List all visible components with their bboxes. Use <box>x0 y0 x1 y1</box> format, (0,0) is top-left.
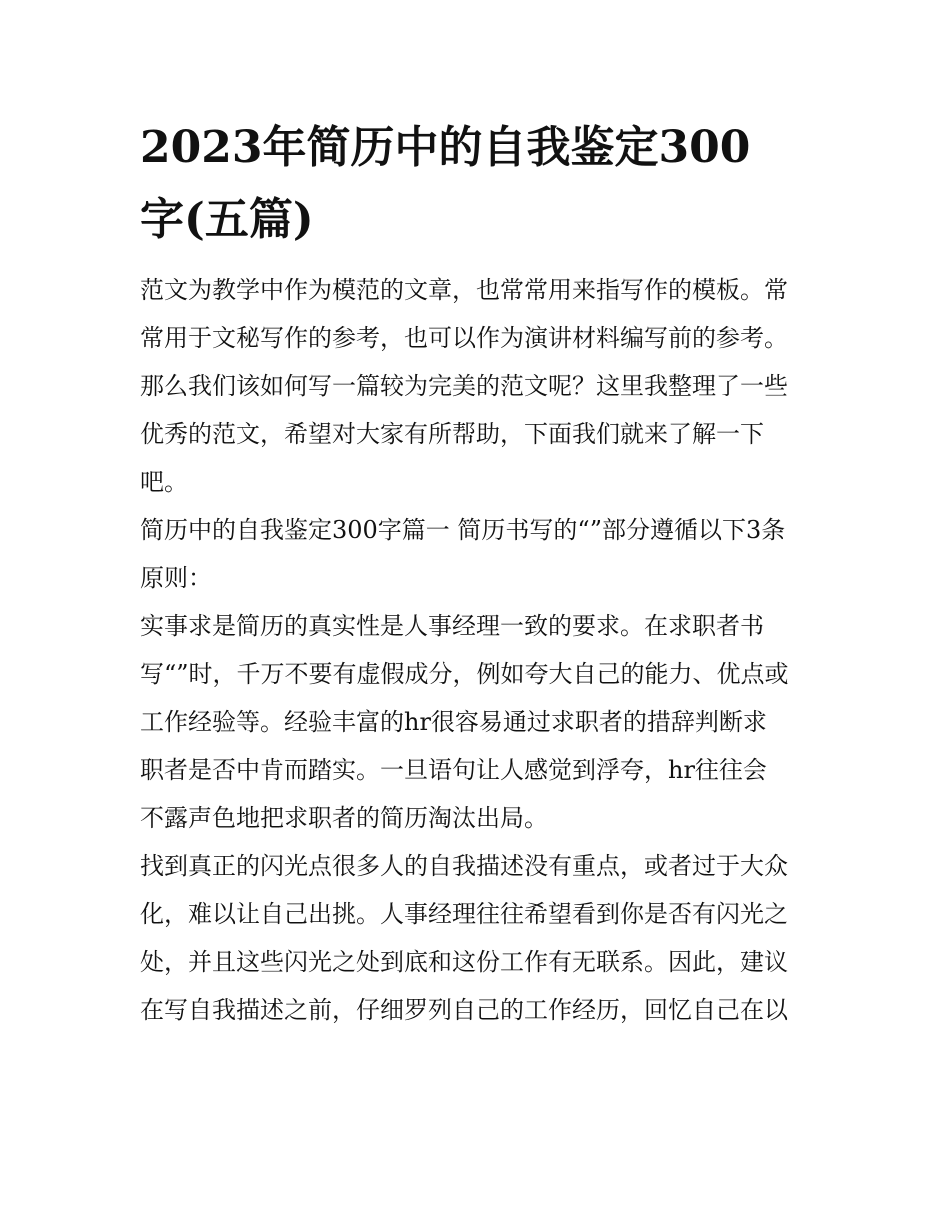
title-line: 字(五篇) <box>140 194 314 245</box>
paragraph-truthfulness <box>140 602 812 842</box>
text-line: 在写自我描述之前，仔细罗列自己的工作经历，回忆自己在以 <box>140 996 788 1024</box>
text-line: 不露声色地把求职者的简历淘汰出局。 <box>140 804 548 832</box>
text-line: 工作经验等。经验丰富的hr很容易通过求职者的措辞判断求 <box>140 708 767 736</box>
document-body <box>140 112 812 1034</box>
paragraph-intro <box>140 266 812 506</box>
paragraph-highlights <box>140 842 812 1034</box>
text-line: 简历中的自我鉴定300字篇一 简历书写的“”部分遵循以下3条 <box>140 516 786 544</box>
paragraph-section-one <box>140 506 812 602</box>
text-line: 范文为教学中作为模范的文章，也常常用来指写作的模板。常 <box>140 276 788 304</box>
text-line: 化，难以让自己出挑。人事经理往往希望看到你是否有闪光之 <box>140 900 788 928</box>
text-line: 找到真正的闪光点很多人的自我描述没有重点，或者过于大众 <box>140 852 788 880</box>
text-line: 常用于文秘写作的参考，也可以作为演讲材料编写前的参考。 <box>140 324 788 352</box>
text-line: 那么我们该如何写一篇较为完美的范文呢？这里我整理了一些 <box>140 372 788 400</box>
title-line: 2023年简历中的自我鉴定300 <box>140 122 751 173</box>
text-line: 写“”时，千万不要有虚假成分，例如夸大自己的能力、优点或 <box>140 660 789 688</box>
text-line: 处，并且这些闪光之处到底和这份工作有无联系。因此，建议 <box>140 948 788 976</box>
text-line: 实事求是简历的真实性是人事经理一致的要求。在求职者书 <box>140 612 764 640</box>
text-line: 吧。 <box>140 468 188 496</box>
text-line: 职者是否中肯而踏实。一旦语句让人感觉到浮夸，hr往往会 <box>140 756 767 784</box>
text-line: 原则： <box>140 564 212 592</box>
text-line: 优秀的范文，希望对大家有所帮助，下面我们就来了解一下 <box>140 420 764 448</box>
document-title <box>140 112 812 256</box>
